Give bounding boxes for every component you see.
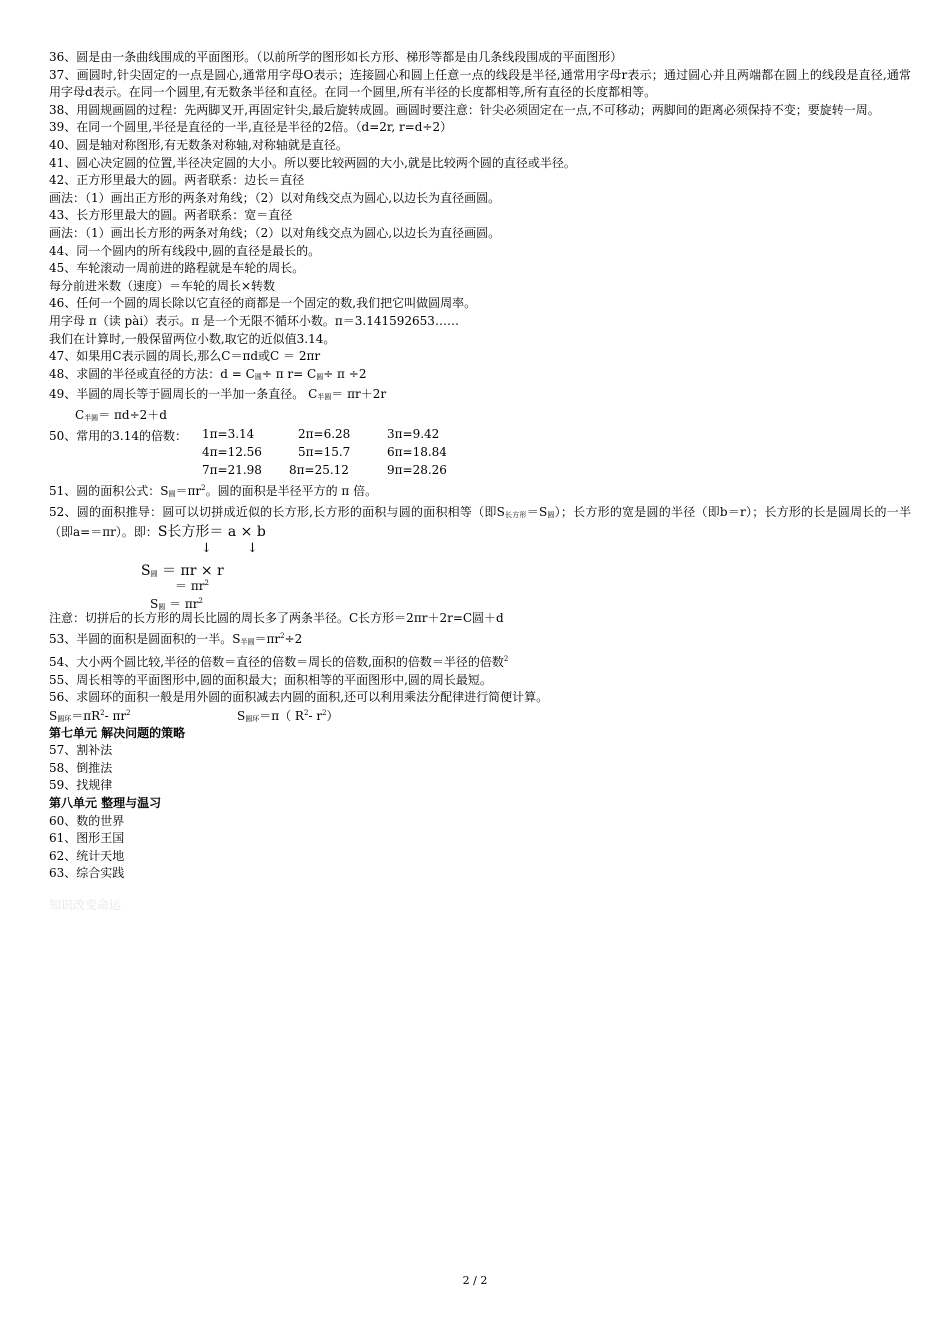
- subscript: 半圆: [240, 637, 255, 646]
- multiple-cell: 4π=12.56: [202, 445, 262, 460]
- item-41: 41、圆心决定圆的位置,半径决定圆的大小。所以要比较两圆的大小,就是比较两个圆的直径或半径。: [49, 155, 576, 170]
- text: 。圆的面积是半径平方的 π 倍。: [205, 484, 378, 499]
- item-56: 56、求圆环的面积一般是用外圆的面积减去内圆的面积,还可以利用乘法分配律进行简便计算。: [49, 690, 549, 705]
- ring-formula-2: [237, 707, 339, 724]
- text: ＝πR: [71, 709, 101, 724]
- subscript: 圆: [158, 603, 166, 612]
- superscript: 2: [280, 631, 285, 640]
- multiple-cell: 6π=18.84: [387, 445, 447, 460]
- item-38: 38、用圆规画圆的过程：先两脚叉开,再固定针尖,最后旋转成圆。画圆时要注意：针尖必须固定在一点,不可移动；两脚间的距离必须保持不变；要旋转一周。: [49, 102, 880, 117]
- multiple-cell: 8π=25.12: [289, 462, 349, 477]
- derivation-step-2: [175, 577, 209, 594]
- multiple-cell: 2π=6.28: [298, 427, 351, 442]
- item-44: 44、同一个圆内的所有线段中,圆的直径是最长的。: [49, 243, 321, 258]
- text: S: [49, 709, 58, 724]
- subscript: 半圆: [317, 393, 332, 402]
- superscript: 2: [303, 709, 309, 718]
- item-43-method: 画法：（1）画出长方形的两条对角线；（2）以对角线交点为圆心,以边长为直径画圆。: [49, 225, 501, 240]
- subscript: 圆: [316, 372, 324, 381]
- item-51: [49, 480, 911, 504]
- item-46-approx: 我们在计算时,一般保留两位小数,取它的近似值3.14。: [49, 331, 336, 346]
- multiple-cell: 5π=15.7: [298, 445, 351, 460]
- subscript: 圆: [547, 510, 555, 519]
- text: ＝πr: [254, 631, 281, 646]
- subscript: 圆环: [245, 715, 260, 724]
- text: ＝ πr × r: [157, 563, 224, 580]
- text: ＝ πr＋2r: [331, 387, 387, 402]
- text: ）；长方形的宽是圆的半径（即b＝r）；长方形的长是圆周长的一半（即a=＝πr）。即：: [49, 504, 911, 540]
- text: ＝S: [526, 504, 548, 519]
- text: S: [141, 563, 151, 580]
- ring-formula-1: [49, 707, 131, 724]
- item-45: 45、车轮滚动一周前进的路程就是车轮的周长。: [49, 261, 305, 276]
- item-60: 60、数的世界: [49, 813, 125, 828]
- text: - r: [308, 709, 323, 724]
- item-45-speed: 每分前进米数（速度）＝车轮的周长×转数: [49, 278, 276, 293]
- subscript: 圆环: [57, 715, 72, 724]
- text: - πr: [104, 709, 127, 724]
- item-36: 36、圆是由一条曲线围成的平面图形。（以前所学的图形如长方形、梯形等都是由几条线段围成的平面图形）: [49, 50, 623, 64]
- multiple-cell: 7π=21.98: [202, 462, 262, 477]
- text: S: [150, 597, 159, 612]
- down-arrow-icon: ↓: [247, 541, 258, 557]
- superscript: 2: [322, 709, 327, 718]
- item-37: 37、画圆时,针尖固定的一点是圆心,通常用字母O表示；连接圆心和圆上任意一点的线段是半径,通常用字母r表示；通过圆心并且两端都在圆上的线段是直径,通常用字母d表示。在同一个圆里,有无数条半径和直径。在同一个圆里,所有半径的长度都相等,所有直径的长度都相等。: [49, 67, 911, 100]
- item-52: [49, 504, 911, 542]
- unit-7-heading: 第七单元 解决问题的策略: [49, 725, 186, 740]
- rectangle-area-formula: S长方形＝ a × b: [157, 524, 266, 541]
- item-62: 62、统计天地: [49, 848, 125, 863]
- page-number: 2 / 2: [462, 1274, 488, 1287]
- item-49: [49, 386, 911, 407]
- text: ÷2: [284, 631, 303, 646]
- text: ＝π（ R: [259, 709, 304, 724]
- multiple-cell: 3π=9.42: [387, 427, 440, 442]
- text: ÷ π ÷2: [323, 366, 367, 381]
- area-derivation: [49, 542, 911, 610]
- text: C: [75, 407, 85, 422]
- text: ÷ π r= C: [261, 366, 317, 381]
- item-43: 43、长方形里最大的圆。两者联系：宽＝直径: [49, 208, 293, 223]
- multiple-cell: 1π=3.14: [202, 427, 255, 442]
- text: 54、大小两个圆比较,半径的倍数＝直径的倍数＝周长的倍数,面积的倍数＝半径的倍数: [49, 655, 504, 670]
- unit-8-heading: 第八单元 整理与温习: [49, 795, 162, 810]
- ring-formulas: [49, 707, 911, 725]
- text: ＝ πr: [165, 597, 199, 612]
- subscript: 半圆: [84, 413, 99, 422]
- item-59: 59、找规律: [49, 778, 113, 793]
- item-58: 58、倒推法: [49, 760, 113, 775]
- item-49-formula: [49, 407, 911, 428]
- text: S: [237, 709, 246, 724]
- faint-watermark-text: 知识改变命运: [49, 897, 122, 912]
- item-57: 57、割补法: [49, 743, 113, 758]
- down-arrow-icon: ↓: [201, 541, 212, 557]
- derivation-step-3: [150, 595, 203, 612]
- superscript: 2: [100, 709, 105, 718]
- text: ＝ πd÷2＋d: [98, 407, 167, 422]
- superscript: 2: [198, 597, 203, 606]
- superscript: 2: [126, 709, 131, 718]
- text: ＝πr: [175, 484, 202, 499]
- item-50-table: [49, 427, 911, 480]
- text: ＝ πr: [175, 579, 205, 594]
- item-42-method: 画法：（1）画出正方形的两条对角线；（2）以对角线交点为圆心,以边长为直径画圆。: [49, 190, 501, 205]
- superscript: 2: [204, 579, 209, 588]
- multiple-cell: 9π=28.26: [387, 462, 447, 477]
- subscript: 圆: [150, 570, 158, 579]
- subscript: 圆: [254, 372, 262, 381]
- item-53: [49, 628, 911, 652]
- document-page: [49, 49, 911, 915]
- text: 53、半圆的面积是圆面积的一半。S: [49, 631, 241, 646]
- note: 注意：切拼后的长方形的周长比圆的周长多了两条半径。C长方形＝2πr＋2r=C圆＋d: [49, 611, 504, 626]
- superscript: 2: [201, 484, 206, 493]
- item-50-label: 50、常用的3.14的倍数：: [49, 429, 187, 444]
- subscript: 长方形: [504, 510, 527, 519]
- item-42: 42、正方形里最大的圆。两者联系：边长＝直径: [49, 173, 305, 188]
- superscript: 2: [503, 655, 509, 664]
- text: ）: [326, 709, 339, 724]
- text: 52、圆的面积推导：圆可以切拼成近似的长方形,长方形的面积与圆的面积相等（即S: [49, 504, 505, 519]
- text: 48、求圆的半径或直径的方法：d = C: [49, 366, 255, 381]
- item-46-pi: 用字母 π（读 pài）表示。π 是一个无限不循环小数。π＝3.141592653……: [49, 313, 459, 328]
- item-47: 47、如果用C表示圆的周长,那么C＝πd或C ＝ 2πr: [49, 349, 321, 364]
- item-48: [49, 366, 911, 387]
- item-46: 46、任何一个圆的周长除以它直径的商都是一个固定的数,我们把它叫做圆周率。: [49, 296, 477, 311]
- subscript: 圆: [168, 490, 176, 499]
- item-54: [49, 651, 911, 672]
- item-55: 55、周长相等的平面图形中,圆的面积最大；面积相等的平面图形中,圆的周长最短。: [49, 672, 492, 687]
- text: 49、半圆的周长等于圆周长的一半加一条直径。 C: [49, 387, 318, 402]
- item-63: 63、综合实践: [49, 866, 125, 881]
- item-39: 39、在同一个圆里,半径是直径的一半,直径是半径的2倍。（d=2r, r=d÷2）: [49, 120, 453, 135]
- text: 51、圆的面积公式：S: [49, 484, 169, 499]
- item-61: 61、图形王国: [49, 831, 125, 846]
- item-40: 40、圆是轴对称图形,有无数条对称轴,对称轴就是直径。: [49, 137, 348, 152]
